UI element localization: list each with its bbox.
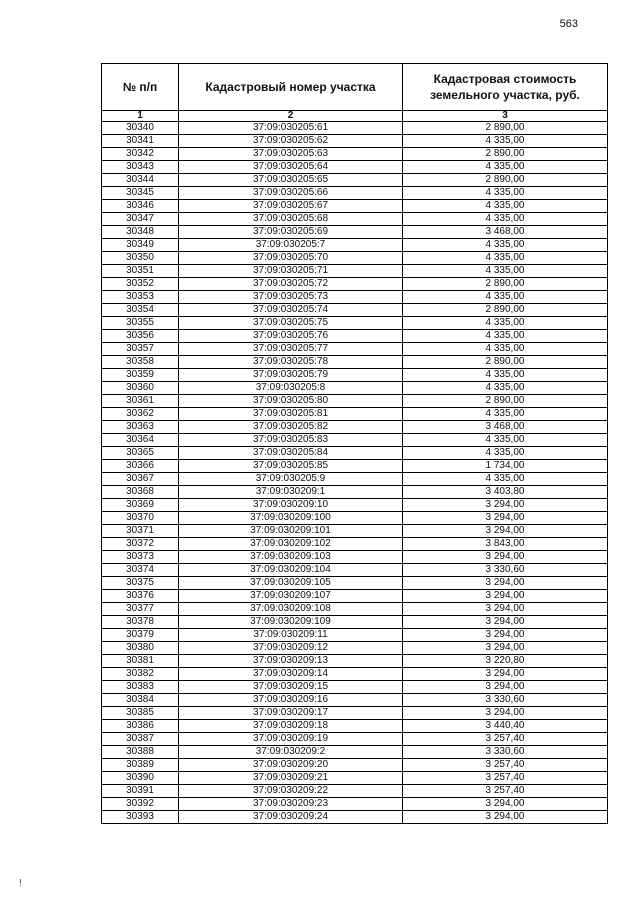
cadastral-number: 37:09:030205:79 [179,369,403,382]
row-number: 30382 [102,668,179,681]
table-row [102,746,608,759]
cadastral-value: 4 335,00 [403,161,608,174]
row-number: 30355 [102,317,179,330]
row-number: 30389 [102,759,179,772]
cadastral-number: 37:09:030209:107 [179,590,403,603]
column-header-cadastral-value: Кадастровая стоимость земельного участка, руб. [403,64,608,111]
row-number: 30351 [102,265,179,278]
cadastral-value: 2 890,00 [403,395,608,408]
row-number: 30363 [102,421,179,434]
table-row [102,512,608,525]
table-row [102,148,608,161]
row-number: 30348 [102,226,179,239]
table-row [102,603,608,616]
cadastral-number: 37:09:030209:22 [179,785,403,798]
table-row [102,356,608,369]
cadastral-number: 37:09:030205:78 [179,356,403,369]
cadastral-number: 37:09:030209:16 [179,694,403,707]
cadastral-value: 4 335,00 [403,408,608,421]
table-row [102,161,608,174]
row-number: 30357 [102,343,179,356]
row-number: 30340 [102,122,179,135]
table-row [102,486,608,499]
cadastral-value: 3 294,00 [403,603,608,616]
table-row [102,460,608,473]
row-number: 30379 [102,629,179,642]
cadastral-number: 37:09:030209:10 [179,499,403,512]
table-row [102,135,608,148]
table-row [102,330,608,343]
row-number: 30377 [102,603,179,616]
cadastral-number: 37:09:030209:18 [179,720,403,733]
row-number: 30342 [102,148,179,161]
cadastral-value: 3 294,00 [403,642,608,655]
table-row [102,408,608,421]
table-row [102,382,608,395]
cadastral-value: 4 335,00 [403,239,608,252]
cadastral-number: 37:09:030205:74 [179,304,403,317]
page-number: 563 [559,18,578,30]
cadastral-value: 3 330,60 [403,694,608,707]
cadastral-value: 3 294,00 [403,681,608,694]
table-body [102,122,608,824]
table-row [102,343,608,356]
row-number: 30368 [102,486,179,499]
table-row [102,798,608,811]
table-row [102,772,608,785]
table-row [102,785,608,798]
row-number: 30359 [102,369,179,382]
cadastral-number: 37:09:030205:76 [179,330,403,343]
cadastral-number: 37:09:030205:73 [179,291,403,304]
table-row [102,694,608,707]
cadastral-value: 3 257,40 [403,759,608,772]
cadastral-value: 3 468,00 [403,226,608,239]
cadastral-value: 3 468,00 [403,421,608,434]
cadastral-number: 37:09:030209:104 [179,564,403,577]
cadastral-number: 37:09:030209:108 [179,603,403,616]
table-row [102,239,608,252]
row-number: 30365 [102,447,179,460]
row-number: 30376 [102,590,179,603]
table-row [102,707,608,720]
table-row [102,265,608,278]
row-number: 30352 [102,278,179,291]
cadastral-number: 37:09:030209:101 [179,525,403,538]
cadastral-value: 3 294,00 [403,499,608,512]
cadastral-number: 37:09:030205:63 [179,148,403,161]
cadastral-value: 3 294,00 [403,798,608,811]
cadastral-number: 37:09:030205:82 [179,421,403,434]
table-row [102,226,608,239]
cadastral-number: 37:09:030205:72 [179,278,403,291]
cadastral-number: 37:09:030205:7 [179,239,403,252]
cadastral-value: 3 257,40 [403,772,608,785]
row-number: 30372 [102,538,179,551]
row-number: 30373 [102,551,179,564]
cadastral-value: 3 294,00 [403,668,608,681]
cadastral-value: 4 335,00 [403,213,608,226]
table-row [102,629,608,642]
cadastral-value: 2 890,00 [403,278,608,291]
cadastral-value: 3 330,60 [403,564,608,577]
table-row [102,122,608,135]
cadastral-value: 4 335,00 [403,317,608,330]
cadastral-number: 37:09:030209:23 [179,798,403,811]
cadastral-number: 37:09:030205:85 [179,460,403,473]
cadastral-number: 37:09:030205:83 [179,434,403,447]
cadastral-value: 2 890,00 [403,148,608,161]
cadastral-value: 3 294,00 [403,551,608,564]
cadastral-value: 4 335,00 [403,473,608,486]
cadastral-value: 4 335,00 [403,369,608,382]
cadastral-number: 37:09:030205:77 [179,343,403,356]
cadastral-value: 4 335,00 [403,434,608,447]
cadastral-value: 4 335,00 [403,343,608,356]
table-row [102,213,608,226]
row-number: 30364 [102,434,179,447]
row-number: 30344 [102,174,179,187]
cadastral-number: 37:09:030205:67 [179,200,403,213]
row-number: 30360 [102,382,179,395]
cadastral-number: 37:09:030205:9 [179,473,403,486]
cadastral-number: 37:09:030209:14 [179,668,403,681]
cadastral-value: 4 335,00 [403,382,608,395]
table-row [102,369,608,382]
cadastral-number: 37:09:030209:1 [179,486,403,499]
table-row [102,317,608,330]
row-number: 30392 [102,798,179,811]
table-row [102,187,608,200]
cadastral-number: 37:09:030209:17 [179,707,403,720]
table-row [102,681,608,694]
row-number: 30362 [102,408,179,421]
table-row [102,616,608,629]
cadastral-value: 3 257,40 [403,733,608,746]
table-row [102,252,608,265]
column-header-number: № п/п [102,64,179,111]
cadastral-value: 2 890,00 [403,174,608,187]
row-number: 30345 [102,187,179,200]
cadastral-value: 3 294,00 [403,811,608,824]
cadastral-number: 37:09:030205:68 [179,213,403,226]
row-number: 30387 [102,733,179,746]
cadastral-number: 37:09:030209:105 [179,577,403,590]
table-row [102,668,608,681]
cadastral-value: 3 257,40 [403,785,608,798]
row-number: 30367 [102,473,179,486]
cadastral-number: 37:09:030205:65 [179,174,403,187]
cadastral-number: 37:09:030209:12 [179,642,403,655]
cadastral-value: 3 843,00 [403,538,608,551]
table-row [102,577,608,590]
row-number: 30369 [102,499,179,512]
cadastral-value: 4 335,00 [403,135,608,148]
cadastral-number: 37:09:030209:109 [179,616,403,629]
row-number: 30371 [102,525,179,538]
cadastral-value: 4 335,00 [403,330,608,343]
table-row [102,733,608,746]
row-number: 30350 [102,252,179,265]
row-number: 30391 [102,785,179,798]
table-row [102,291,608,304]
table-row [102,499,608,512]
cadastral-number: 37:09:030205:61 [179,122,403,135]
cadastral-number: 37:09:030209:11 [179,629,403,642]
cadastral-value: 3 294,00 [403,707,608,720]
row-number: 30354 [102,304,179,317]
cadastral-number: 37:09:030209:102 [179,538,403,551]
table-row [102,395,608,408]
column-number-row [102,111,608,122]
cadastral-value: 4 335,00 [403,200,608,213]
cadastral-number: 37:09:030205:84 [179,447,403,460]
cadastral-number: 37:09:030209:13 [179,655,403,668]
cadastral-number: 37:09:030205:70 [179,252,403,265]
column-number-3: 3 [403,111,608,122]
cadastral-number: 37:09:030209:20 [179,759,403,772]
cadastral-value: 4 335,00 [403,187,608,200]
row-number: 30341 [102,135,179,148]
table-row [102,811,608,824]
row-number: 30346 [102,200,179,213]
table-row [102,304,608,317]
row-number: 30385 [102,707,179,720]
row-number: 30390 [102,772,179,785]
cadastral-value: 2 890,00 [403,304,608,317]
row-number: 30356 [102,330,179,343]
row-number: 30386 [102,720,179,733]
cadastral-value: 3 294,00 [403,590,608,603]
cadastral-value: 3 294,00 [403,525,608,538]
cadastral-number: 37:09:030209:24 [179,811,403,824]
cadastral-value: 1 734,00 [403,460,608,473]
cadastral-number: 37:09:030209:19 [179,733,403,746]
stray-mark: ! [19,878,22,889]
cadastral-number: 37:09:030209:100 [179,512,403,525]
cadastral-value: 3 330,60 [403,746,608,759]
table-row [102,655,608,668]
cadastral-value-table [101,63,608,824]
cadastral-value: 4 335,00 [403,291,608,304]
column-header-cadastral-number: Кадастровый номер участка [179,64,403,111]
row-number: 30381 [102,655,179,668]
row-number: 30383 [102,681,179,694]
table-row [102,538,608,551]
column-number-2: 2 [179,111,403,122]
cadastral-value: 3 294,00 [403,577,608,590]
table-row [102,590,608,603]
table-row [102,720,608,733]
cadastral-number: 37:09:030205:64 [179,161,403,174]
row-number: 30384 [102,694,179,707]
table-row [102,447,608,460]
row-number: 30353 [102,291,179,304]
cadastral-number: 37:09:030205:69 [179,226,403,239]
table-row [102,759,608,772]
table-row [102,434,608,447]
row-number: 30388 [102,746,179,759]
table-row [102,551,608,564]
row-number: 30378 [102,616,179,629]
table-row [102,200,608,213]
cadastral-value: 4 335,00 [403,252,608,265]
row-number: 30347 [102,213,179,226]
cadastral-number: 37:09:030205:81 [179,408,403,421]
table-row [102,473,608,486]
cadastral-number: 37:09:030209:103 [179,551,403,564]
row-number: 30393 [102,811,179,824]
row-number: 30366 [102,460,179,473]
table-header-row [102,64,608,111]
cadastral-value: 4 335,00 [403,265,608,278]
row-number: 30358 [102,356,179,369]
cadastral-number: 37:09:030205:62 [179,135,403,148]
cadastral-number: 37:09:030209:2 [179,746,403,759]
cadastral-value: 3 440,40 [403,720,608,733]
cadastral-number: 37:09:030205:71 [179,265,403,278]
cadastral-value: 3 294,00 [403,616,608,629]
table-row [102,421,608,434]
cadastral-value: 3 294,00 [403,512,608,525]
cadastral-number: 37:09:030209:21 [179,772,403,785]
row-number: 30374 [102,564,179,577]
cadastral-number: 37:09:030205:8 [179,382,403,395]
cadastral-number: 37:09:030209:15 [179,681,403,694]
row-number: 30349 [102,239,179,252]
cadastral-value: 2 890,00 [403,356,608,369]
cadastral-number: 37:09:030205:80 [179,395,403,408]
row-number: 30370 [102,512,179,525]
table-row [102,525,608,538]
cadastral-value: 4 335,00 [403,447,608,460]
cadastral-value: 2 890,00 [403,122,608,135]
cadastral-number: 37:09:030205:75 [179,317,403,330]
row-number: 30343 [102,161,179,174]
row-number: 30380 [102,642,179,655]
table-row [102,642,608,655]
table-row [102,174,608,187]
cadastral-value: 3 220,80 [403,655,608,668]
table-row [102,278,608,291]
cadastral-number: 37:09:030205:66 [179,187,403,200]
table-row [102,564,608,577]
column-number-1: 1 [102,111,179,122]
row-number: 30375 [102,577,179,590]
cadastral-value: 3 403,80 [403,486,608,499]
row-number: 30361 [102,395,179,408]
cadastral-value: 3 294,00 [403,629,608,642]
